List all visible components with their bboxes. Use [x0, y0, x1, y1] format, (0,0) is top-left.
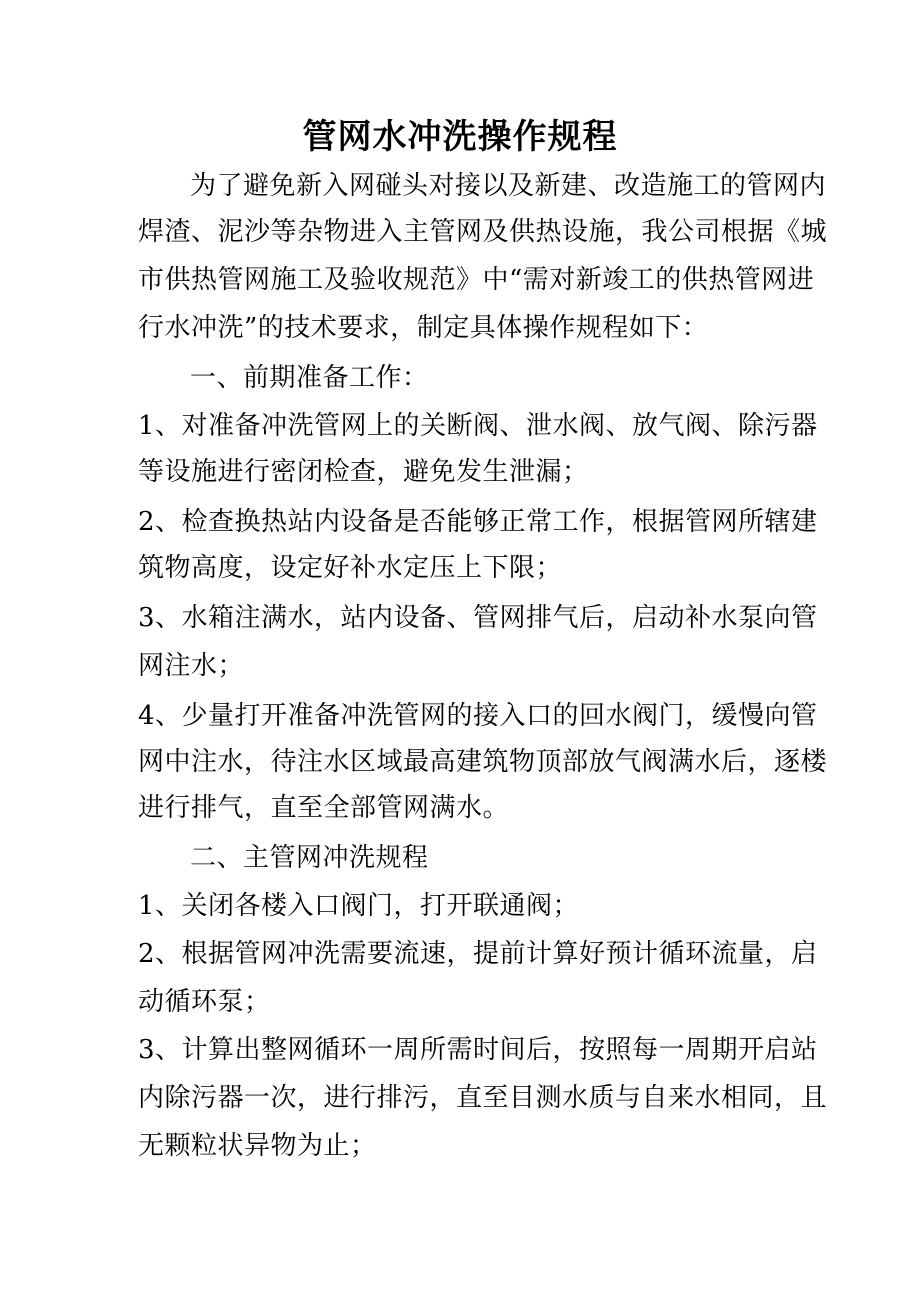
item-3-line-2: 网注水； — [138, 651, 245, 681]
item-4-line-3: 进行排气，直至全部管网满水。 — [138, 793, 510, 823]
step-1-line-1: 1、关闭各楼入口阀门，打开联通阀； — [138, 891, 580, 921]
step-3-line-3: 无颗粒状异物为止； — [138, 1131, 377, 1161]
step-3-line-2: 内除污器一次，进行排污，直至目测水质与自来水相同，且 — [138, 1083, 828, 1113]
item-2-line-2: 筑物高度，设定好补水定压上下限； — [138, 553, 563, 583]
item-1-line-2: 等设施进行密闭检查，避免发生泄漏； — [138, 457, 589, 487]
item-3-line-1: 3、水箱注满水，站内设备、管网排气后，启动补水泵向管 — [138, 603, 818, 633]
step-2-line-1: 2、根据管网冲洗需要流速，提前计算好预计循环流量，启 — [138, 939, 818, 969]
section-heading-2: 二、主管网冲洗规程 — [190, 843, 429, 873]
item-4-line-2: 网中注水，待注水区域最高建筑物顶部放气阀满水后，逐楼 — [138, 747, 828, 777]
item-1-line-1: 1、对准备冲洗管网上的关断阀、泄水阀、放气阀、除污器 — [138, 411, 818, 441]
intro-line-1: 为了避免新入网碰头对接以及新建、改造施工的管网内 — [190, 171, 827, 201]
step-2-line-2: 动循环泵； — [138, 987, 271, 1017]
intro-line-4: 行水冲洗”的技术要求，制定具体操作规程如下： — [138, 313, 709, 343]
intro-line-3: 市供热管网施工及验收规范》中“需对新竣工的供热管网进 — [138, 265, 815, 295]
item-2-line-1: 2、检查换热站内设备是否能够正常工作，根据管网所辖建 — [138, 507, 818, 537]
intro-line-2: 焊渣、泥沙等杂物进入主管网及供热设施，我公司根据《城 — [138, 217, 828, 247]
section-heading-1: 一、前期准备工作： — [190, 363, 429, 393]
item-4-line-1: 4、少量打开准备冲洗管网的接入口的回水阀门，缓慢向管 — [138, 701, 818, 731]
step-3-line-1: 3、计算出整网循环一周所需时间后，按照每一周期开启站 — [138, 1035, 818, 1065]
document-title: 管网水冲洗操作规程 — [302, 117, 618, 157]
